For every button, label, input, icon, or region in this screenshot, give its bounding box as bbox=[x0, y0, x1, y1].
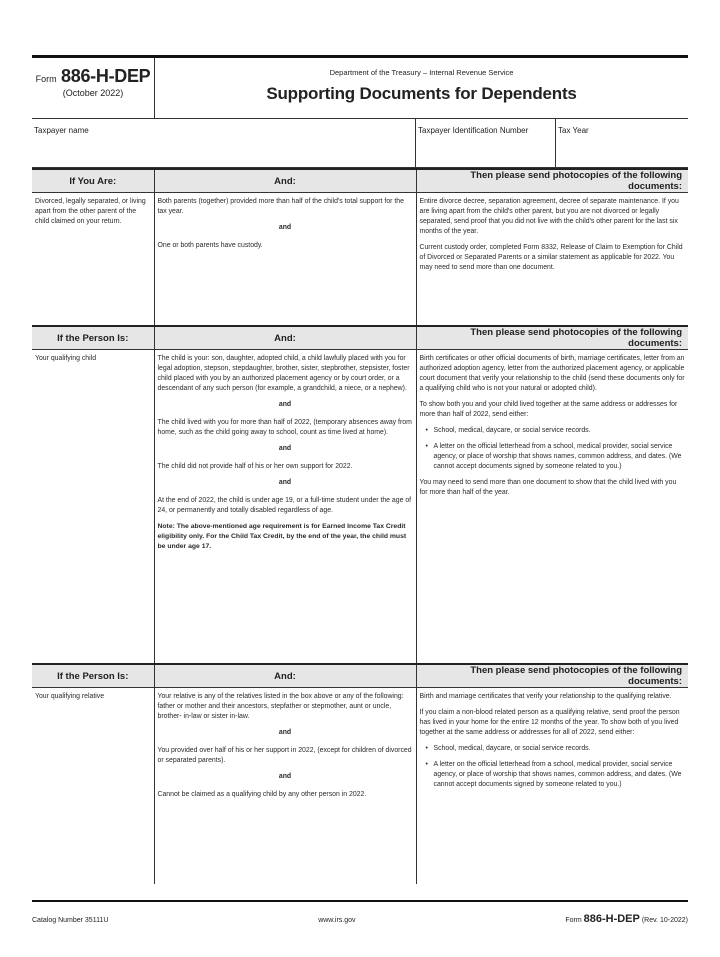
tax-year-label: Tax Year bbox=[558, 126, 589, 135]
condition-cell bbox=[32, 350, 154, 664]
and-connector: and bbox=[278, 401, 292, 408]
document-text: Entire divorce decree, separation agreement, decree of separate maintenance. If you are living apart from the child's other parent, but you are not divorced or legally separated, send proof that you did not live with the child's other parent for the last six months of the year. bbox=[419, 198, 679, 235]
requirement-text: Both parents (together) provided more than half of the child's total support for the tax year. bbox=[157, 198, 404, 215]
document-bullet-list bbox=[420, 426, 686, 472]
document-text: If you claim a non-blood related person as a qualifying relative, send proof the person has lived in your home for the entire 12 months of the year. To show both of you lived together at the same address or addresses for all of 2022, send either: bbox=[419, 709, 680, 736]
requirement-text: The child is your: son, daughter, adopted child, a child lawfully placed with you for legal adoption, stepson, stepdaughter, brother, sister, stepbrother, stepsister, foster child placed with you by an authorized placement agency or by court order, or a descendant of any such person (for example, a grandchild, a niece, or a nephew). bbox=[157, 355, 410, 392]
form-identifier bbox=[32, 58, 155, 118]
form-footer bbox=[32, 900, 688, 925]
taxpayer-name-label: Taxpayer name bbox=[34, 126, 89, 135]
section-content-row bbox=[32, 193, 688, 326]
form-date: (October 2022) bbox=[62, 88, 124, 98]
requirement-text: Your relative is any of the relatives listed in the box above or any of the following: father or mother and their ancestors, stepfather or stepmother, aunt or uncle, brother- in-law or sister in-law. bbox=[157, 693, 404, 720]
taxpayer-tin-field[interactable] bbox=[416, 119, 556, 167]
column-header-documents: Then please send photocopies of the following documents: bbox=[416, 664, 688, 688]
documents-cell bbox=[416, 688, 688, 885]
column-header-if-person-is: If the Person Is: bbox=[32, 664, 154, 688]
website-link[interactable]: www.irs.gov bbox=[318, 917, 356, 924]
documents-cell bbox=[416, 193, 688, 326]
bullet-item: • School, medical, daycare, or social service records. bbox=[428, 426, 686, 436]
section-qualifying-relative bbox=[32, 663, 688, 884]
section-header-row bbox=[32, 664, 688, 688]
condition-cell bbox=[32, 688, 154, 885]
requirement-text: You provided over half of his or her support in 2022, (except for children of divorced or separated parents). bbox=[157, 747, 412, 764]
requirement-text: One or both parents have custody. bbox=[157, 242, 263, 249]
taxpayer-info-row bbox=[32, 119, 688, 168]
document-text: Birth and marriage certificates that verify your relationship to the qualifying relative. bbox=[419, 693, 672, 700]
footer-revision: (Rev. 10-2022) bbox=[641, 917, 688, 924]
footer-form-id bbox=[565, 913, 688, 925]
requirement-text: The child did not provide half of his or her own support for 2022. bbox=[157, 463, 353, 470]
form-header bbox=[32, 58, 688, 119]
document-text: Current custody order, completed Form 8332, Release of Claim to Exemption for Child of Divorced or Separated Parents or a similar statement as applicable for 2022. You may need to send more than one document. bbox=[419, 244, 683, 271]
column-header-if-person-is: If the Person Is: bbox=[32, 326, 154, 350]
column-header-documents: Then please send photocopies of the following documents: bbox=[416, 326, 688, 350]
and-connector: and bbox=[278, 773, 292, 780]
form-number: 886-H-DEP bbox=[61, 66, 151, 86]
requirement-text: The child lived with you for more than half of 2022, (temporary absences away from home, such as the child going away to school, count as time lived at home). bbox=[157, 419, 412, 436]
document-text: Birth certificates or other official documents of birth, marriage certificates, letter from an authorized adoption agency, letter from the authorized placement agency, or applicable court document that verify your relationship to the child (send these documents only for a qualifying child who is not your natural or adopted child). bbox=[419, 355, 685, 392]
documents-cell bbox=[416, 350, 688, 664]
column-header-and: And: bbox=[154, 326, 416, 350]
document-text: You may need to send more than one document to show that the child lived with you for more than half of the year. bbox=[419, 479, 677, 496]
requirements-cell bbox=[154, 193, 416, 326]
form-886-h-dep bbox=[32, 55, 688, 884]
column-header-and: And: bbox=[154, 664, 416, 688]
section-qualifying-child bbox=[32, 325, 688, 663]
document-text: To show both you and your child lived together at the same address or addresses for more than half of 2022, send either: bbox=[419, 401, 678, 418]
and-connector: and bbox=[278, 445, 292, 452]
bullet-item: • School, medical, daycare, or social service records. bbox=[428, 744, 686, 754]
catalog-number: Catalog Number 35111U bbox=[32, 917, 109, 924]
and-connector: and bbox=[278, 224, 292, 231]
column-header-and: And: bbox=[154, 169, 416, 193]
section-header-row bbox=[32, 326, 688, 350]
condition-text: Divorced, legally separated, or living apart from the other parent of the child claimed on your return. bbox=[35, 198, 146, 225]
column-header-documents: Then please send photocopies of the following documents: bbox=[416, 169, 688, 193]
condition-text: Your qualifying child bbox=[35, 355, 97, 362]
form-title-block bbox=[155, 58, 688, 118]
section-content-row bbox=[32, 688, 688, 885]
taxpayer-name-field[interactable] bbox=[32, 119, 416, 167]
document-bullet-list bbox=[420, 744, 686, 790]
section-content-row bbox=[32, 350, 688, 664]
condition-cell bbox=[32, 193, 154, 326]
section-divorced-parents bbox=[32, 168, 688, 325]
form-prefix: Form bbox=[35, 74, 57, 84]
section-header-row bbox=[32, 169, 688, 193]
bullet-item: • A letter on the official letterhead from a school, medical provider, social service agency, or place of worship that shows names, common address, and dates. (We cannot accept documents signed by someone related to you.) bbox=[428, 760, 686, 790]
bullet-item: • A letter on the official letterhead from a school, medical provider, social service agency, or place of worship that shows names, common address, and dates. (We cannot accept documents signed by someone related to you.) bbox=[428, 442, 686, 472]
and-connector: and bbox=[278, 729, 292, 736]
department-name: Department of the Treasury – Internal Revenue Service bbox=[329, 68, 514, 77]
requirement-text: At the end of 2022, the child is under age 19, or a full-time student under the age of 24, or permanently and totally disabled regardless of age. bbox=[157, 497, 412, 514]
footer-form-number: 886-H-DEP bbox=[583, 913, 640, 925]
tax-year-field[interactable] bbox=[556, 119, 688, 167]
requirements-cell bbox=[154, 350, 416, 664]
footer-form-prefix: Form bbox=[565, 917, 582, 924]
condition-text: Your qualifying relative bbox=[35, 693, 105, 700]
requirements-cell bbox=[154, 688, 416, 885]
age-note: Note: The above-mentioned age requirement is for Earned Income Tax Credit eligibility only. For the Child Tax Credit, by the end of the year, the child must be under age 17. bbox=[157, 523, 407, 550]
taxpayer-tin-label: Taxpayer Identification Number bbox=[418, 126, 529, 135]
and-connector: and bbox=[278, 479, 292, 486]
form-title: Supporting Documents for Dependents bbox=[266, 84, 577, 103]
column-header-if-you-are: If You Are: bbox=[32, 169, 154, 193]
requirement-text: Cannot be claimed as a qualifying child by any other person in 2022. bbox=[157, 791, 367, 798]
